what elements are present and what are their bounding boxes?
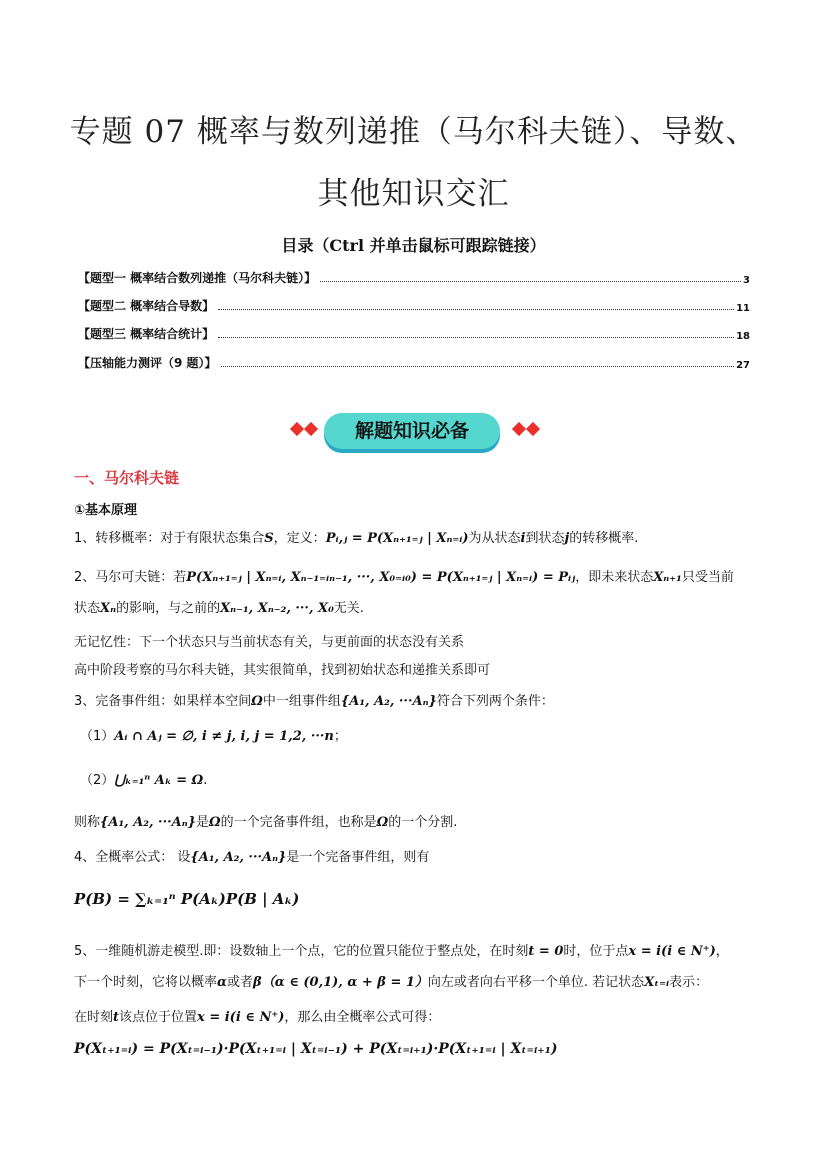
subsection-heading: ①基本原理 (74, 503, 138, 518)
high-school-note: 高中阶段考察的马尔科夫链，其实很简单，找到初始状态和递推关系即可 (74, 663, 491, 678)
toc-label: 【压轴能力测评（9 题）】 (78, 356, 217, 370)
diamond-icon (304, 422, 318, 436)
toc-link-3[interactable] (78, 324, 750, 342)
condition-1: （1）Aᵢ ∩ Aⱼ = ∅, i ≠ j, i, j = 1,2, ···n； (80, 729, 347, 744)
total-probability-formula: P(B) = ∑ₖ₌₁ⁿ P(Aₖ)P(B | Aₖ) (74, 890, 300, 908)
toc-label: 【题型三 概率结合统计】 (78, 327, 215, 341)
toc-leader (320, 281, 741, 282)
toc-label: 【题型一 概率结合数列递推（马尔科夫链）】 (78, 271, 317, 285)
toc-label: 【题型二 概率结合导数】 (78, 299, 215, 313)
partition-paragraph: 则称{A₁, A₂, ···Aₙ}是Ω的一个完备事件组，也称是Ω的一个分割. (74, 815, 458, 830)
complete-event-group-paragraph: 3、完备事件组：如果样本空间Ω中一组事件组{A₁, A₂, ···Aₙ}符合下列两个条件： (74, 694, 554, 709)
markov-chain-paragraph: 2、马尔可夫链：若P(Xₙ₊₁₌ⱼ | Xₙ₌ᵢ, Xₙ₋₁₌ᵢₙ₋₁, ···, X₀₌ᵢ₀) = P(Xₙ₊₁₌ⱼ | Xₙ₌ᵢ) = Pᵢⱼ，即未来状态Xₙ₊₁只受当前 (74, 570, 734, 585)
formula: Xₙ₋₁, Xₙ₋₂, ···, X₀ (220, 601, 334, 616)
formula: ⋃ₖ₌₁ⁿ Aₖ = Ω (114, 773, 204, 788)
toc-page: 3 (743, 275, 750, 286)
toc-link-4[interactable] (78, 353, 750, 371)
toc-leader (218, 337, 734, 338)
toc-page: 27 (736, 360, 750, 371)
toc-heading: 目录（Ctrl 并单击鼠标可跟踪链接） (281, 236, 546, 255)
memoryless-paragraph: 无记忆性：下一个状态只与当前状态有关，与更前面的状态没有关系 (74, 635, 465, 650)
random-walk-paragraph-cont: 下一个时刻，它将以概率α或者β（α ∈ (0,1), α + β = 1）向左或者向右平移一个单位. 若记状态Xₜ₌ᵢ表示： (74, 975, 709, 990)
condition-2: （2）⋃ₖ₌₁ⁿ Aₖ = Ω. (80, 773, 208, 788)
formula: P(Xₙ₊₁₌ⱼ | Xₙ₌ᵢ, Xₙ₋₁₌ᵢₙ₋₁, ···, X₀₌ᵢ₀) = P(Xₙ₊₁₌ⱼ | Xₙ₌ᵢ) = Pᵢⱼ (186, 570, 576, 585)
transition-probability-paragraph: 1、转移概率：对于有限状态集合S，定义：Pᵢ,ⱼ = P(Xₙ₊₁₌ⱼ | Xₙ₌ᵢ)为从状态i到状态j的转移概率. (74, 531, 639, 546)
section-heading: 一、马尔科夫链 (74, 469, 180, 487)
formula: Aᵢ ∩ Aⱼ = ∅, i ≠ j, i, j = 1,2, ···n (114, 729, 334, 744)
banner-label: 解题知识必备 (324, 413, 500, 449)
random-walk-paragraph-cont-2: 在时刻t该点位于位置x = i(i ∈ N⁺)，那么由全概率公式可得： (74, 1010, 441, 1025)
diamond-icon (290, 422, 304, 436)
diamond-icon (512, 422, 526, 436)
knowledge-banner (290, 413, 540, 453)
total-probability-paragraph: 4、全概率公式： 设{A₁, A₂, ···Aₙ}是一个完备事件组，则有 (74, 850, 430, 865)
formula: {A₁, A₂, ···Aₙ} (190, 850, 287, 865)
document-title-line-1: 专题 07 概率与数列递推（马尔科夫链）、导数、 (69, 114, 758, 150)
formula: Pᵢ,ⱼ = P(Xₙ₊₁₌ⱼ | Xₙ₌ᵢ) (325, 531, 469, 546)
formula: {A₁, A₂, ···Aₙ} (340, 694, 437, 709)
markov-chain-paragraph-cont: 状态Xₙ的影响，与之前的Xₙ₋₁, Xₙ₋₂, ···, X₀无关. (74, 601, 364, 616)
toc-leader (221, 366, 735, 367)
toc-page: 11 (736, 303, 750, 314)
random-walk-paragraph: 5、一维随机游走模型.即：设数轴上一个点，它的位置只能位于整点处，在时刻t = 0时，位于点x = i(i ∈ N⁺)， (74, 944, 729, 959)
document-title-line-2: 其他知识交汇 (317, 176, 510, 212)
toc-link-1[interactable] (78, 268, 750, 286)
toc-link-2[interactable] (78, 296, 750, 314)
random-walk-formula: P(Xₜ₊₁₌ᵢ) = P(Xₜ₌ᵢ₋₁)·P(Xₜ₊₁₌ᵢ | Xₜ₌ᵢ₋₁) + P(Xₜ₌ᵢ₊₁)·P(Xₜ₊₁₌ᵢ | Xₜ₌ᵢ₊₁) (74, 1041, 558, 1057)
diamond-icon (526, 422, 540, 436)
toc-page: 18 (736, 331, 750, 342)
formula: {A₁, A₂, ···Aₙ} (100, 815, 197, 830)
toc-leader (218, 309, 734, 310)
